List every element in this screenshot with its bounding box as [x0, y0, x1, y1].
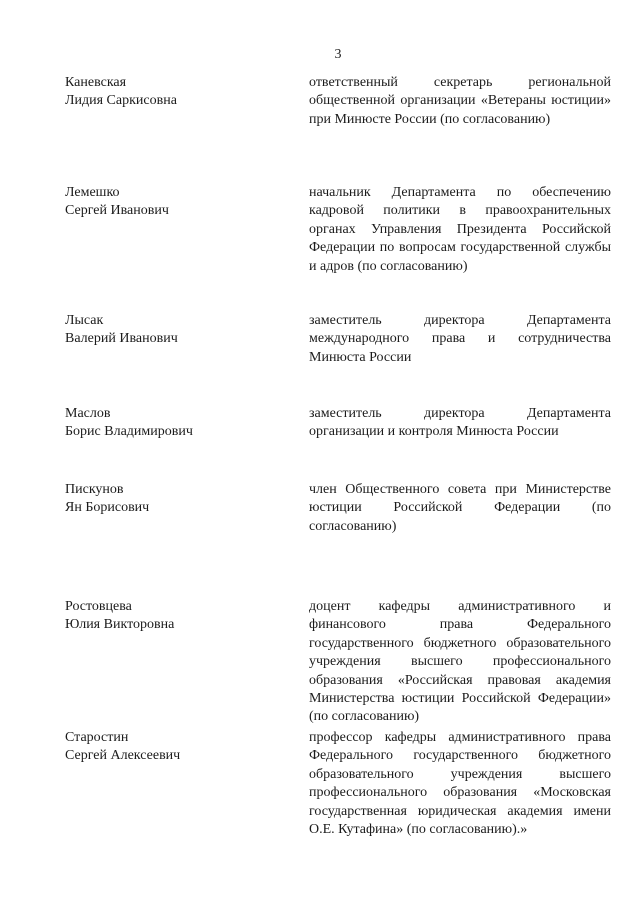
member-given-names: Ян Борисович — [65, 500, 150, 516]
member-row — [65, 405, 611, 442]
member-name — [65, 729, 309, 839]
member-row — [65, 729, 611, 839]
member-surname: Лемешко — [65, 185, 120, 200]
member-surname: Лысак — [65, 313, 104, 328]
member-given-names: Сергей Иванович — [65, 203, 169, 219]
member-given-names: Сергей Алексеевич — [65, 748, 181, 764]
member-position: член Общественного совета при Министерстве юстиции Российской Федерации (по согласованию) — [309, 482, 611, 534]
member-row — [65, 74, 611, 129]
member-row — [65, 598, 611, 727]
member-name — [65, 184, 309, 276]
member-surname: Старостин — [65, 730, 129, 745]
member-name — [65, 312, 309, 367]
member-surname: Каневская — [65, 75, 127, 90]
member-row — [65, 312, 611, 367]
member-given-names: Борис Владимирович — [65, 424, 193, 440]
member-position: начальник Департамента по обеспечению кадровой политики в правоохранительных органах Управления Президента Российской Федерации по вопросам государственной службы и адров (по согласованию) — [309, 185, 611, 274]
member-position: ответственный секретарь региональной общественной организации «Ветераны юстиции» при Минюсте России (по согласованию) — [309, 75, 611, 127]
member-surname: Маслов — [65, 406, 111, 421]
member-given-names: Лидия Саркисовна — [65, 93, 177, 109]
member-surname: Пискунов — [65, 482, 124, 497]
member-position: профессор кафедры административного права Федерального государственного бюджетного образовательного учреждения высшего профессионального образования «Московская государственная юридическая академия имени О.Е. Кутафина» (по согласованию).» — [309, 730, 611, 838]
member-row — [65, 184, 611, 276]
member-surname: Ростовцева — [65, 599, 132, 614]
member-position: заместитель директора Департамента организации и контроля Минюста России — [309, 406, 611, 440]
member-name — [65, 481, 309, 536]
member-position: заместитель директора Департамента международного права и сотрудничества Минюста России — [309, 313, 611, 365]
member-name — [65, 74, 309, 129]
member-name — [65, 405, 309, 442]
member-given-names: Валерий Иванович — [65, 331, 178, 347]
page-number: 3 — [334, 47, 342, 62]
member-position: доцент кафедры административного и финансового права Федерального государственного бюджетного образовательного учреждения высшего профессионального образования «Российская правовая академия Министерства юстиции Российской Федерации» (по согласованию) — [309, 599, 611, 725]
member-row — [65, 481, 611, 536]
member-given-names: Юлия Викторовна — [65, 617, 175, 633]
member-name — [65, 598, 309, 727]
